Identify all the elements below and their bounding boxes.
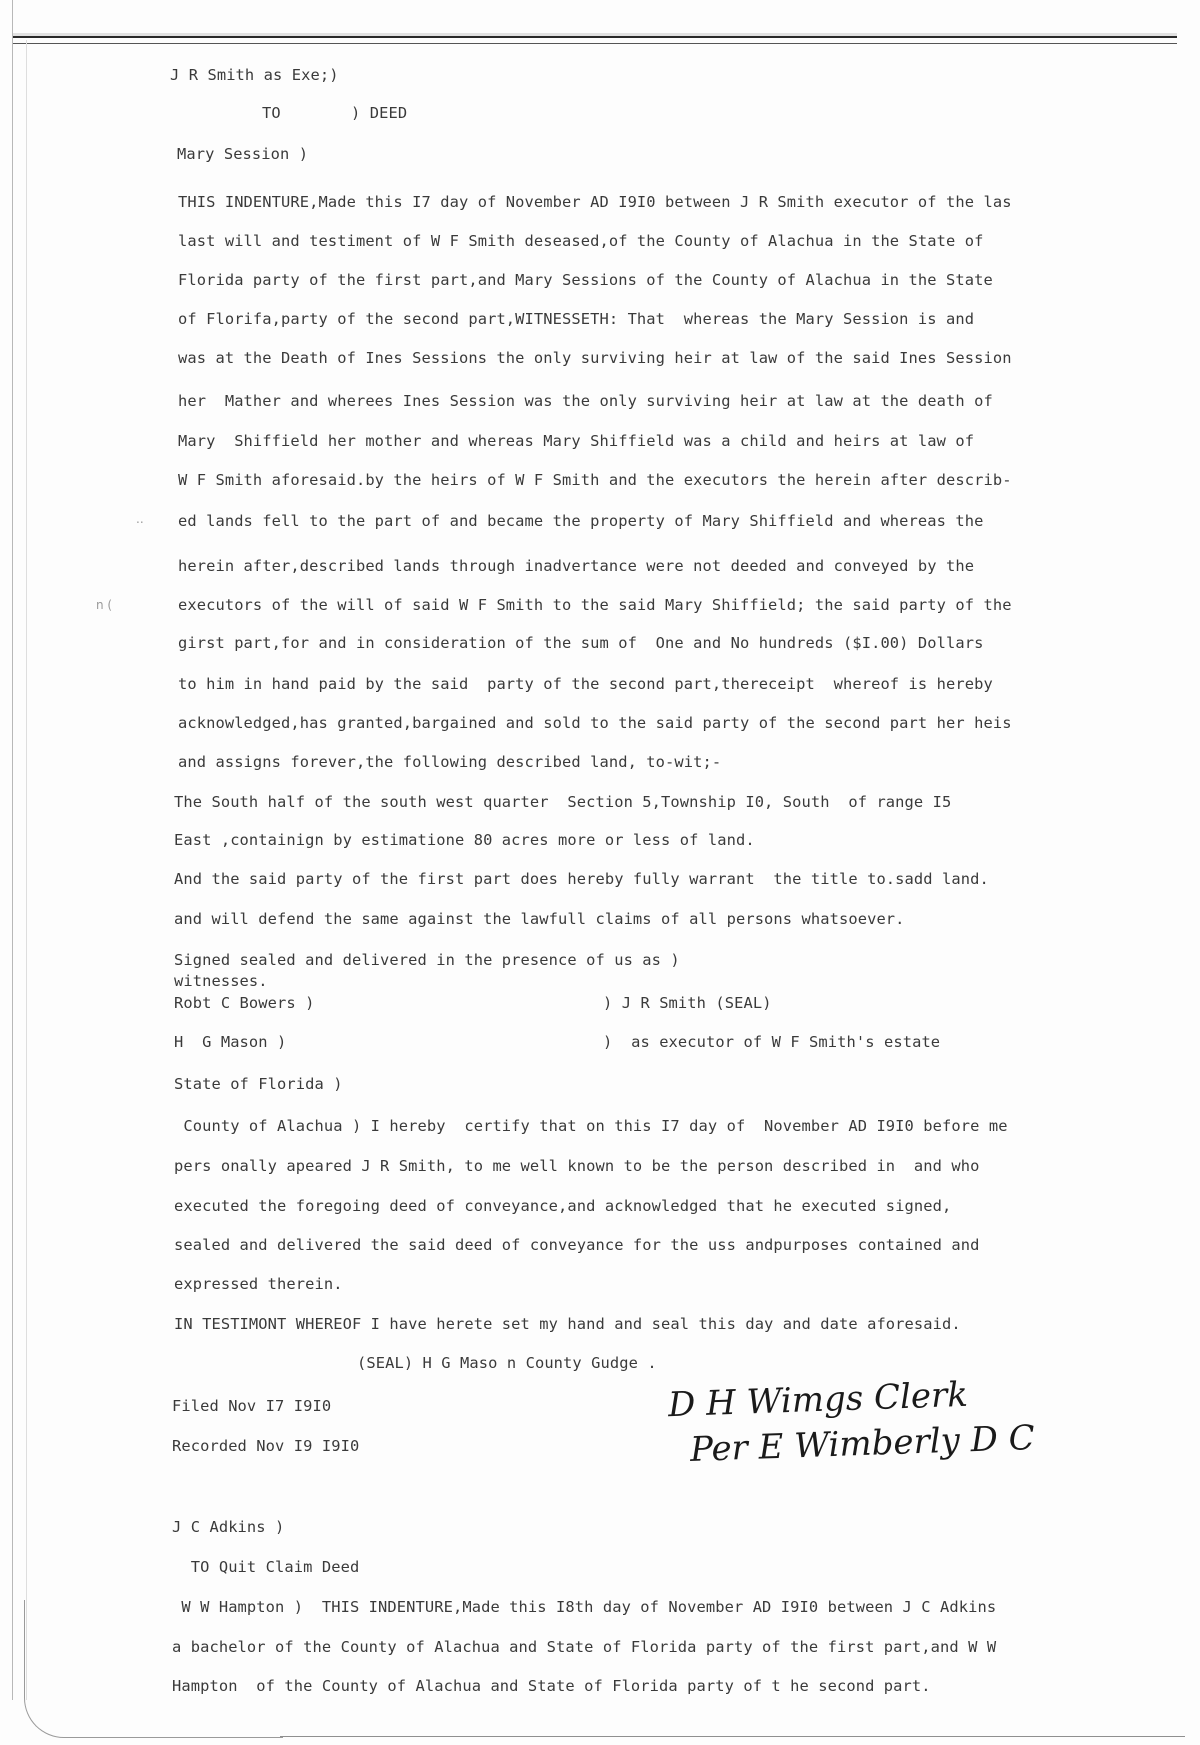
ack-line: pers onally apeared J R Smith, to me well known to be the person described in and who	[174, 1157, 980, 1175]
filed-date: Filed Nov I7 I9I0	[172, 1397, 332, 1415]
deed-to: TO	[262, 104, 281, 122]
next-deed-line: W W Hampton ) THIS INDENTURE,Made this I8th day of November AD I9I0 between J C Adkins	[172, 1598, 997, 1616]
body-line: Florida party of the first part,and Mary Sessions of the County of Alachua in the State	[178, 271, 993, 289]
warranty-line: And the said party of the first part does hereby fully warrant the title to.sadd land.	[174, 870, 989, 888]
body-line: acknowledged,has granted,bargained and sold to the said party of the second part her heis	[178, 714, 1012, 732]
next-deed-line: Hampton of the County of Alachua and State of Florida party of t he second part.	[172, 1677, 931, 1695]
testimony-line: IN TESTIMONT WHEREOF I have herete set my hand and seal this day and date aforesaid.	[174, 1315, 961, 1333]
body-line: girst part,for and in consideration of the sum of One and No hundreds ($I.00) Dollars	[178, 634, 984, 652]
margin-mark: n (	[96, 598, 113, 612]
signer-role: ) as executor of W F Smith's estate	[603, 1033, 941, 1051]
ack-line: sealed and delivered the said deed of conveyance for the uss andpurposes contained and	[174, 1236, 980, 1254]
body-line: was at the Death of Ines Sessions the only surviving heir at law of the said Ines Session	[178, 349, 1012, 367]
body-line: last will and testiment of W F Smith deseased,of the County of Alachua in the State of	[178, 232, 984, 250]
signer-name: ) J R Smith (SEAL)	[603, 994, 772, 1012]
clerk-signature: D H Wimgs Clerk	[667, 1374, 969, 1426]
deed-grantee: Mary Session )	[177, 145, 309, 163]
recorded-date: Recorded Nov I9 I9I0	[172, 1437, 360, 1455]
body-line: executors of the will of said W F Smith to the said Mary Shiffield; the said party of the	[178, 596, 1012, 614]
top-border-rule-secondary	[12, 43, 1177, 44]
signing-statement: Signed sealed and delivered in the presence of us as )	[174, 951, 680, 969]
bottom-border-rule	[280, 1736, 1185, 1737]
body-line: her Mather and wherees Ines Session was the only surviving heir at law at the death of	[178, 392, 993, 410]
ack-line: County of Alachua ) I hereby certify that on this I7 day of November AD I9I0 before me	[174, 1117, 1008, 1135]
signing-witnesses-label: witnesses.	[174, 972, 268, 990]
county-judge-seal: (SEAL) H G Maso n County Gudge .	[357, 1354, 657, 1372]
left-page-edge	[12, 0, 13, 1700]
deputy-clerk-signature: Per E Wimberly D C	[689, 1417, 1036, 1471]
witness-name: Robt C Bowers )	[174, 994, 315, 1012]
body-line: to him in hand paid by the said party of the second part,thereceipt whereof is hereby	[178, 675, 993, 693]
left-margin-line	[26, 40, 27, 1700]
body-line: THIS INDENTURE,Made this I7 day of November AD I9I0 between J R Smith executor of the las	[178, 193, 1012, 211]
body-line: Mary Shiffield her mother and whereas Mary Shiffield was a child and heirs at law of	[178, 432, 975, 450]
next-deed-type: TO Quit Claim Deed	[172, 1558, 360, 1576]
ack-state: State of Florida )	[174, 1075, 343, 1093]
body-line: and assigns forever,the following described land, to-wit;-	[178, 753, 722, 771]
next-deed-line: a bachelor of the County of Alachua and State of Florida party of the first part,and W W	[172, 1638, 997, 1656]
witness-name: H G Mason )	[174, 1033, 287, 1051]
next-deed-grantor: J C Adkins )	[172, 1518, 285, 1536]
body-line: ed lands fell to the part of and became the property of Mary Shiffield and whereas the	[178, 512, 984, 530]
bottom-left-corner-frame	[24, 1600, 283, 1738]
body-line: of Florifa,party of the second part,WITNESSETH: That whereas the Mary Session is and	[178, 310, 975, 328]
body-line: herein after,described lands through inadvertance were not deeded and conveyed by the	[178, 557, 975, 575]
warranty-line: and will defend the same against the lawfull claims of all persons whatsoever.	[174, 910, 905, 928]
deed-type: ) DEED	[351, 104, 408, 122]
body-line: W F Smith aforesaid.by the heirs of W F Smith and the executors the herein after describ-	[178, 471, 1012, 489]
land-description-line: East ,containign by estimatione 80 acres more or less of land.	[174, 831, 755, 849]
deed-grantor: J R Smith as Exe;)	[170, 66, 339, 84]
ack-line: expressed therein.	[174, 1275, 343, 1293]
ack-line: executed the foregoing deed of conveyance,and acknowledged that he executed signed,	[174, 1197, 952, 1215]
top-border-rule	[12, 36, 1177, 38]
margin-dots: ..	[136, 512, 144, 526]
land-description-line: The South half of the south west quarter Section 5,Township I0, South of range I5	[174, 793, 952, 811]
